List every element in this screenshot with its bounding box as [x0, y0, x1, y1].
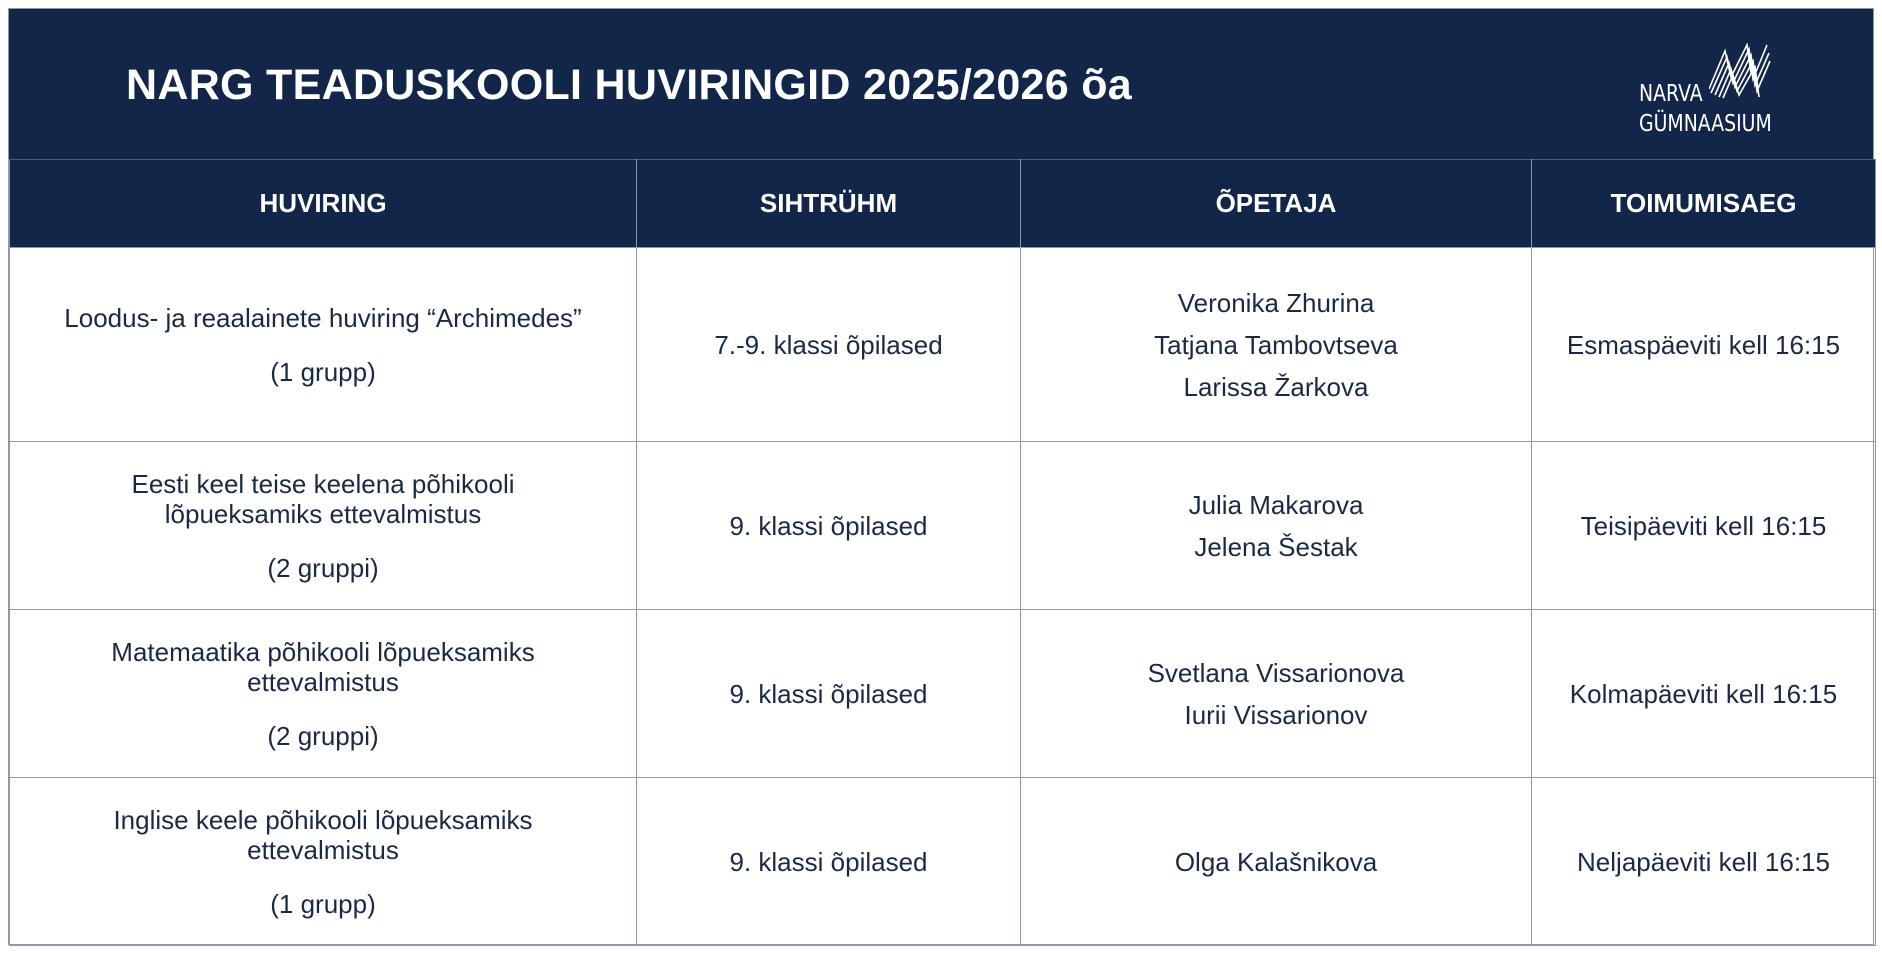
club-groups: (2 gruppi) [267, 720, 379, 751]
teachers-cell [1021, 778, 1532, 946]
target-group-cell: 7.-9. klassi õpilased [637, 248, 1021, 442]
club-name-cell [10, 442, 637, 610]
table-row [10, 778, 1876, 946]
club-name-cell [10, 778, 637, 946]
schedule-time-cell: Neljapäeviti kell 16:15 [1532, 778, 1876, 946]
target-group-cell: 9. klassi õpilased [637, 442, 1021, 610]
table-row [10, 442, 1876, 610]
teachers-cell [1021, 610, 1532, 778]
schedule-document [8, 8, 1874, 945]
table-row [10, 610, 1876, 778]
teacher-name: Julia Makarova [1188, 489, 1364, 520]
club-groups: (1 grupp) [270, 888, 376, 919]
column-header-sihtruhm: SIHTRÜHM [637, 160, 1021, 248]
teacher-name: Iurii Vissarionov [1184, 699, 1368, 730]
table-header-row [10, 160, 1876, 248]
club-name: lõpueksamiks ettevalmistus [164, 498, 482, 529]
teacher-name: Tatjana Tambovtseva [1154, 329, 1398, 360]
teacher-name: Svetlana Vissarionova [1147, 657, 1405, 688]
header-banner [9, 9, 1873, 159]
logo-line-2: GÜMNAASIUM [1639, 111, 1772, 137]
teachers-cell [1021, 248, 1532, 442]
club-name: Eesti keel teise keelena põhikooli [131, 468, 515, 499]
clubs-table [9, 159, 1876, 946]
club-name: ettevalmistus [247, 834, 399, 865]
club-name: Inglise keele põhikooli lõpueksamiks [113, 804, 533, 835]
teacher-name: Jelena Šestak [1194, 531, 1358, 562]
club-groups: (2 gruppi) [267, 552, 379, 583]
club-name: Loodus- ja reaalainete huviring “Archimedes” [64, 302, 582, 333]
column-header-huviring: HUVIRING [10, 160, 637, 248]
school-logo [1639, 43, 1789, 143]
teacher-name: Larissa Žarkova [1183, 371, 1369, 402]
club-groups: (1 grupp) [270, 356, 376, 387]
logo-mark-icon [1709, 43, 1771, 99]
teacher-name: Veronika Zhurina [1177, 287, 1375, 318]
club-name: Matemaatika põhikooli lõpueksamiks [111, 636, 535, 667]
schedule-time-cell: Esmaspäeviti kell 16:15 [1532, 248, 1876, 442]
club-name-cell [10, 610, 637, 778]
page-title: NARG TEADUSKOOLI HUVIRINGID 2025/2026 õa [126, 61, 1133, 109]
teachers-cell [1021, 442, 1532, 610]
schedule-time-cell: Kolmapäeviti kell 16:15 [1532, 610, 1876, 778]
club-name: ettevalmistus [247, 666, 399, 697]
logo-line-1: NARVA [1639, 81, 1703, 107]
target-group-cell: 9. klassi õpilased [637, 778, 1021, 946]
target-group-cell: 9. klassi õpilased [637, 610, 1021, 778]
column-header-toimumisaeg: TOIMUMISAEG [1532, 160, 1876, 248]
club-name-cell [10, 248, 637, 442]
table-row [10, 248, 1876, 442]
schedule-time-cell: Teisipäeviti kell 16:15 [1532, 442, 1876, 610]
column-header-opetaja: ÕPETAJA [1021, 160, 1532, 248]
teacher-name: Olga Kalašnikova [1174, 846, 1378, 877]
